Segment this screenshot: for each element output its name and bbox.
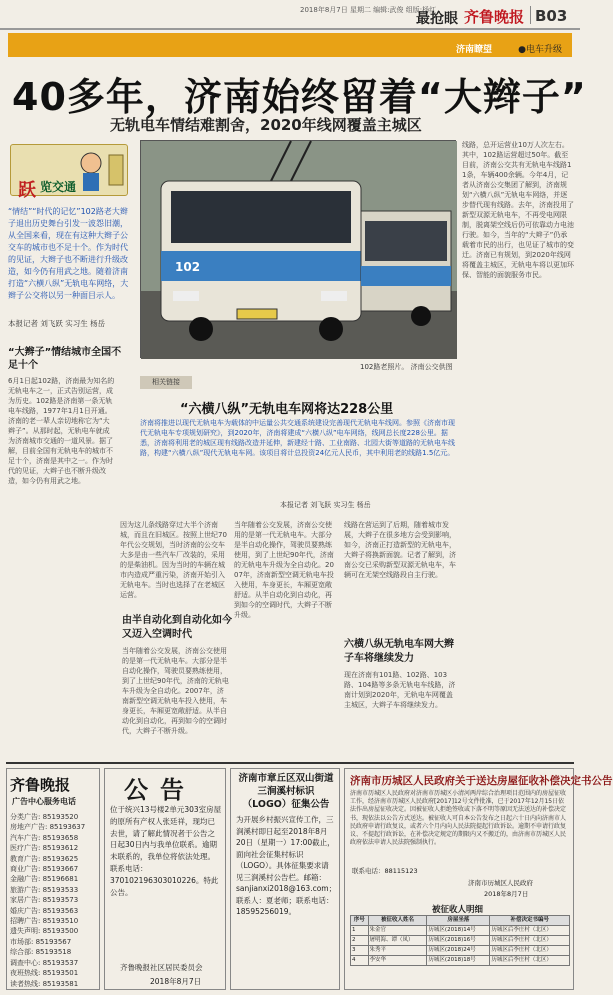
related-title: “六横八纵”无轨电车网将达228公里 (180, 402, 394, 417)
logo-ad-title: 济南市章丘区双山街道三涧溪村标识（LOGO）征集公告 (238, 773, 334, 810)
list-item: 商业广告: 85193667 (10, 865, 79, 874)
list-item: 汽车广告: 85193658 (10, 833, 79, 842)
table-cell: 1 (351, 926, 369, 936)
list-item: 旅游广告: 85193533 (10, 885, 79, 894)
relocation-title: 济南市历城区人民政府关于送达房屋征收补偿决定书公告 (350, 775, 613, 787)
intro-text: “情结”“时代的记忆”102路老大辫子退出历史舞台引发一波怨旧潮，从全国来看，现在有这种大辫子公交车的城市也不足十个。作为时代的见证，大辫子也不断进行升级改造，如今仍有用武之地。随着济南打造“六横八纵”无轨电车网络，大辫子公交将以另一种面目示人。 (8, 207, 129, 300)
logo-ad-body: 为开展乡村振兴宣传工作，三涧溪村即日起至2018年8月20日（星期一）17:00截止，面向社会征集村标识（LOGO）。具体征集要求请见三涧溪村公告栏。邮箱：sanjianxi2018@163.com；联系人：夏老师；联系电话：18595256019。 (236, 815, 337, 916)
table-cell: 4 (351, 956, 369, 966)
list-item: 家居广告: 85193573 (10, 896, 79, 905)
list-item: 遗失声明: 85193500 (10, 927, 79, 936)
article-body-mid3b: 现在济南有101路、102路、103路、104路等多条无轨电车线路，济南计划到2020年，无轨电车网覆盖主城区，大辫子车将继续发力。 (344, 671, 456, 709)
mid-subtitle-1: 由半自动化到自动化如今又迈入空调时代 (122, 615, 232, 640)
section-subtitle: “大辫子”情结城市全国不足十个 (8, 347, 122, 371)
table-header-row (351, 916, 570, 926)
table-cell: 2 (351, 936, 369, 946)
relocation-signer: 济南市历城区人民政府 (468, 879, 533, 887)
ad-left-subtitle: 广告中心服务电话 (12, 797, 76, 806)
mid-subtitle-3: 六横八纵无轨电车网大辫子车将继续发力 (344, 639, 454, 664)
table-cell: 李安华 (368, 956, 427, 966)
table-title: 被征收人明细 (432, 905, 484, 915)
photo-caption: 102路老照片。 济南公交供图 (360, 363, 453, 371)
ad-divider (6, 762, 574, 764)
table-cell: 历城区后李庄村（北区） (490, 936, 570, 946)
notice-body: 位于统兴13号楼2单元303室房屋的原所有产权人张廷祥，现均已去世，请了解此情况者于公告之日起30日内与我单位联系。逾期未联系的，我单位将依法处理。联系电话：370102196303010226。特此公告。 (110, 805, 222, 897)
table-cell: 历城区(2018)18号 (427, 956, 490, 966)
list-item: 市场部: 85193567 (10, 937, 72, 946)
table-cell: 屠明海、谭（凤） (368, 936, 427, 946)
section-banner (8, 33, 572, 57)
logo-jump-char: 跃 (18, 180, 36, 201)
relocation-date: 2018年8月7日 (484, 890, 529, 898)
notice-signer: 齐鲁晚报社区居民委员会 (120, 963, 203, 972)
table-header-cell: 补偿决定书编号 (490, 916, 570, 926)
article-body-mid3: 线路在营运到了后期，随着城市发展，大辫子在很多地方会受到影响，如今，济南正打造新型的无轨电车，大辫子将换新面貌。记者了解到，济南公交已采购新型双源无轨电车，车辆可在无架空线路段自主行驶。 (344, 521, 456, 579)
table-row (351, 946, 570, 956)
table-row (351, 956, 570, 966)
related-tag: 相关链接 (140, 376, 192, 389)
table-cell: 历城区(2018)16号 (427, 936, 490, 946)
article-body-mid1b: 当年随着公交发展，济南公交使用的是第一代无轨电车。大部分是半自动化操作，驾驶员要熟练使用，到了上世纪90年代，济南的无轨电车升级为全自动化。2007年，济南新型空调无轨电车投入使用，车身更长，车厢更宽敞舒适。从半自动化到自动化，再到如今的空调时代，大辫子不断升级。 (122, 647, 229, 735)
logo-text: 览交通 (40, 180, 77, 194)
list-item: 综合部: 85193518 (10, 948, 72, 957)
sub-headline: 无轨电车情结难割舍，2020年线网覆盖主城区 (110, 116, 422, 134)
notice-date: 2018年8月7日 (150, 977, 202, 986)
article-body-mid1: 因为这儿条线路穿过大半个济南城，而且在旧城区。按照上世纪70年代公交规划，当时济南的公交车大多是由一些汽车厂改装的，采用的是柴油机。因为当时的车辆在城市内造成严重污染，济南开始引入无轨电车。当时也选择了在老城区运营。 (120, 521, 227, 599)
main-headline: 40多年，济南始终留着“大辫子” (12, 75, 587, 119)
list-item: 金融广告: 85196681 (10, 875, 79, 884)
related-body: 济南将推进以现代无轨电车为载体的中运量公共交通系统建设完善现代无轨电车线网。参照《济南市现代无轨电车专项规划研究》，到2020年，济南将建成“六横八纵”电车网络，线网总长度228公里。据悉，济南将利用老的城区现有线路改造并延伸，新建经十路、工业南路、北园大街等道路的无轨电车线路，构建“六横八纵”现代无轨电车网。该项目将计总投资24亿元人民币，其中利用老的线路1.5亿元。 (140, 419, 455, 457)
table-cell: 历城区后李庄村（北区） (490, 946, 570, 956)
section-name: 最抢眼 (416, 11, 458, 27)
header-divider (530, 6, 531, 24)
table-cell: 3 (351, 946, 369, 956)
list-item: 招聘广告: 85193510 (10, 917, 79, 926)
relocation-body: 济南市历城区人民政府对济南市历城区小清河两岸综合治理项目范围内的房屋征收工作，经济南市历城区人民政府[2017]12号文件批准，已于2017年12月15日依法作出房屋征收决定。因被征收人拒绝签收或下落不明等原因无法送达的补偿决定书，现依法以公告方式送达。被征收人可自本公告发布之日起六十日内向济南市人民政府申请行政复议，或者六个月内向人民法院提起行政诉讼。逾期不申请行政复议、不提起行政诉讼，在补偿决定规定的期限内又不搬迁的，由济南市历城区人民政府依法申请人民法院强制执行。 (350, 790, 567, 847)
trolleybus-photo (140, 140, 456, 358)
article-body-right: 线路，总开运营业10万人次左右。其中，102路运营超过50年。截至目前，济南公交共有无轨电车线路11条，车辆400余辆。今年4月，记者从济南公交集团了解到，济南规划“六横八纵”无轨电车网络，并逐步替代现有线路。去年，济南投用了新型双源无轨电车，不再受电网限制，脱离架空线后仍可依靠动力电池行驶。如今，当年的“大辫子”仍承载着市民的出行，也见证了城市的变迁。济南已有规划，到2020年线网将覆盖主城区，无轨电车将以更加环保、智能的面貌服务市民。 (462, 141, 574, 279)
banner-tag: 济南瞭望 (455, 45, 492, 55)
table-row (351, 936, 570, 946)
related-byline: 本报记者 刘飞跃 实习生 杨岳 (280, 501, 371, 509)
ad-left-title: 齐鲁晚报 (10, 776, 71, 794)
list-item: 调查中心: 85193537 (10, 958, 79, 967)
article-body-left: 6月1日起102路，济南最为知名的无轨电车之一，正式告别运营，成为历史。102路是济南第一条无轨电车线路，1977年1月1日开通。济南的老一辈人亲切地称它为“大辫子”。从那时起，无轨电车就成为济南城市交通的一道风景。据了解，目前全国有无轨电车的城市不足十个，济南是其中之一。作为时代的见证，大辫子也不断升级改造，如今仍有用武之地。 (8, 377, 115, 485)
article-body-mid2: 当年随着公交发展，济南公交使用的是第一代无轨电车。大部分是半自动化操作，驾驶员要熟练使用，到了上世纪90年代，济南的无轨电车升级为全自动化。2007年，济南新型空调无轨电车投入使用，车身更长，车厢更宽敞舒适。从半自动化到自动化，再到如今的空调时代，大辫子不断升级。 (234, 521, 334, 619)
table-cell: 历城区后李庄村（北区） (490, 926, 570, 936)
list-item: 房地产广告: 85193637 (10, 823, 86, 832)
byline: 本报记者 刘飞跃 实习生 杨岳 (8, 319, 106, 328)
table-cell: 历城区后李庄村（北区） (490, 956, 570, 966)
table-cell: 历城区(2018)24号 (427, 946, 490, 956)
list-item: 医疗广告: 85193612 (10, 844, 79, 853)
table-header-cell: 房屋坐落 (427, 916, 490, 926)
bus-number: 102 (175, 260, 201, 274)
notice-title: 公告 (124, 776, 196, 804)
list-item: 夜班热线: 85193501 (10, 969, 79, 978)
page-number: B03 (535, 7, 568, 25)
table-cell: 朱秀平 (368, 946, 427, 956)
date-line: 2018年8月7日 星期二 编辑:武俊 组版:杨红 (300, 6, 437, 14)
relocation-contact: 联系电话：88115123 (352, 867, 418, 875)
bus-illustration (141, 141, 457, 359)
table-header-cell: 被征收人姓名 (368, 916, 427, 926)
table-cell: 朱金官 (368, 926, 427, 936)
list-item: 分类广告: 85193520 (10, 813, 79, 821)
table-header-cell: 序号 (351, 916, 369, 926)
newspaper-brand: 齐鲁晚报 (464, 8, 525, 26)
table-row (351, 926, 570, 936)
list-item: 教育广告: 85193625 (10, 854, 79, 863)
banner-sub: ●电车升级 (518, 45, 562, 55)
ad-left-list (10, 812, 98, 989)
table-cell: 历城区(2018)14号 (427, 926, 490, 936)
list-item: 读者热线: 85193581 (10, 979, 79, 988)
relocation-table (350, 915, 570, 966)
list-item: 婚庆广告: 85193563 (10, 906, 79, 915)
